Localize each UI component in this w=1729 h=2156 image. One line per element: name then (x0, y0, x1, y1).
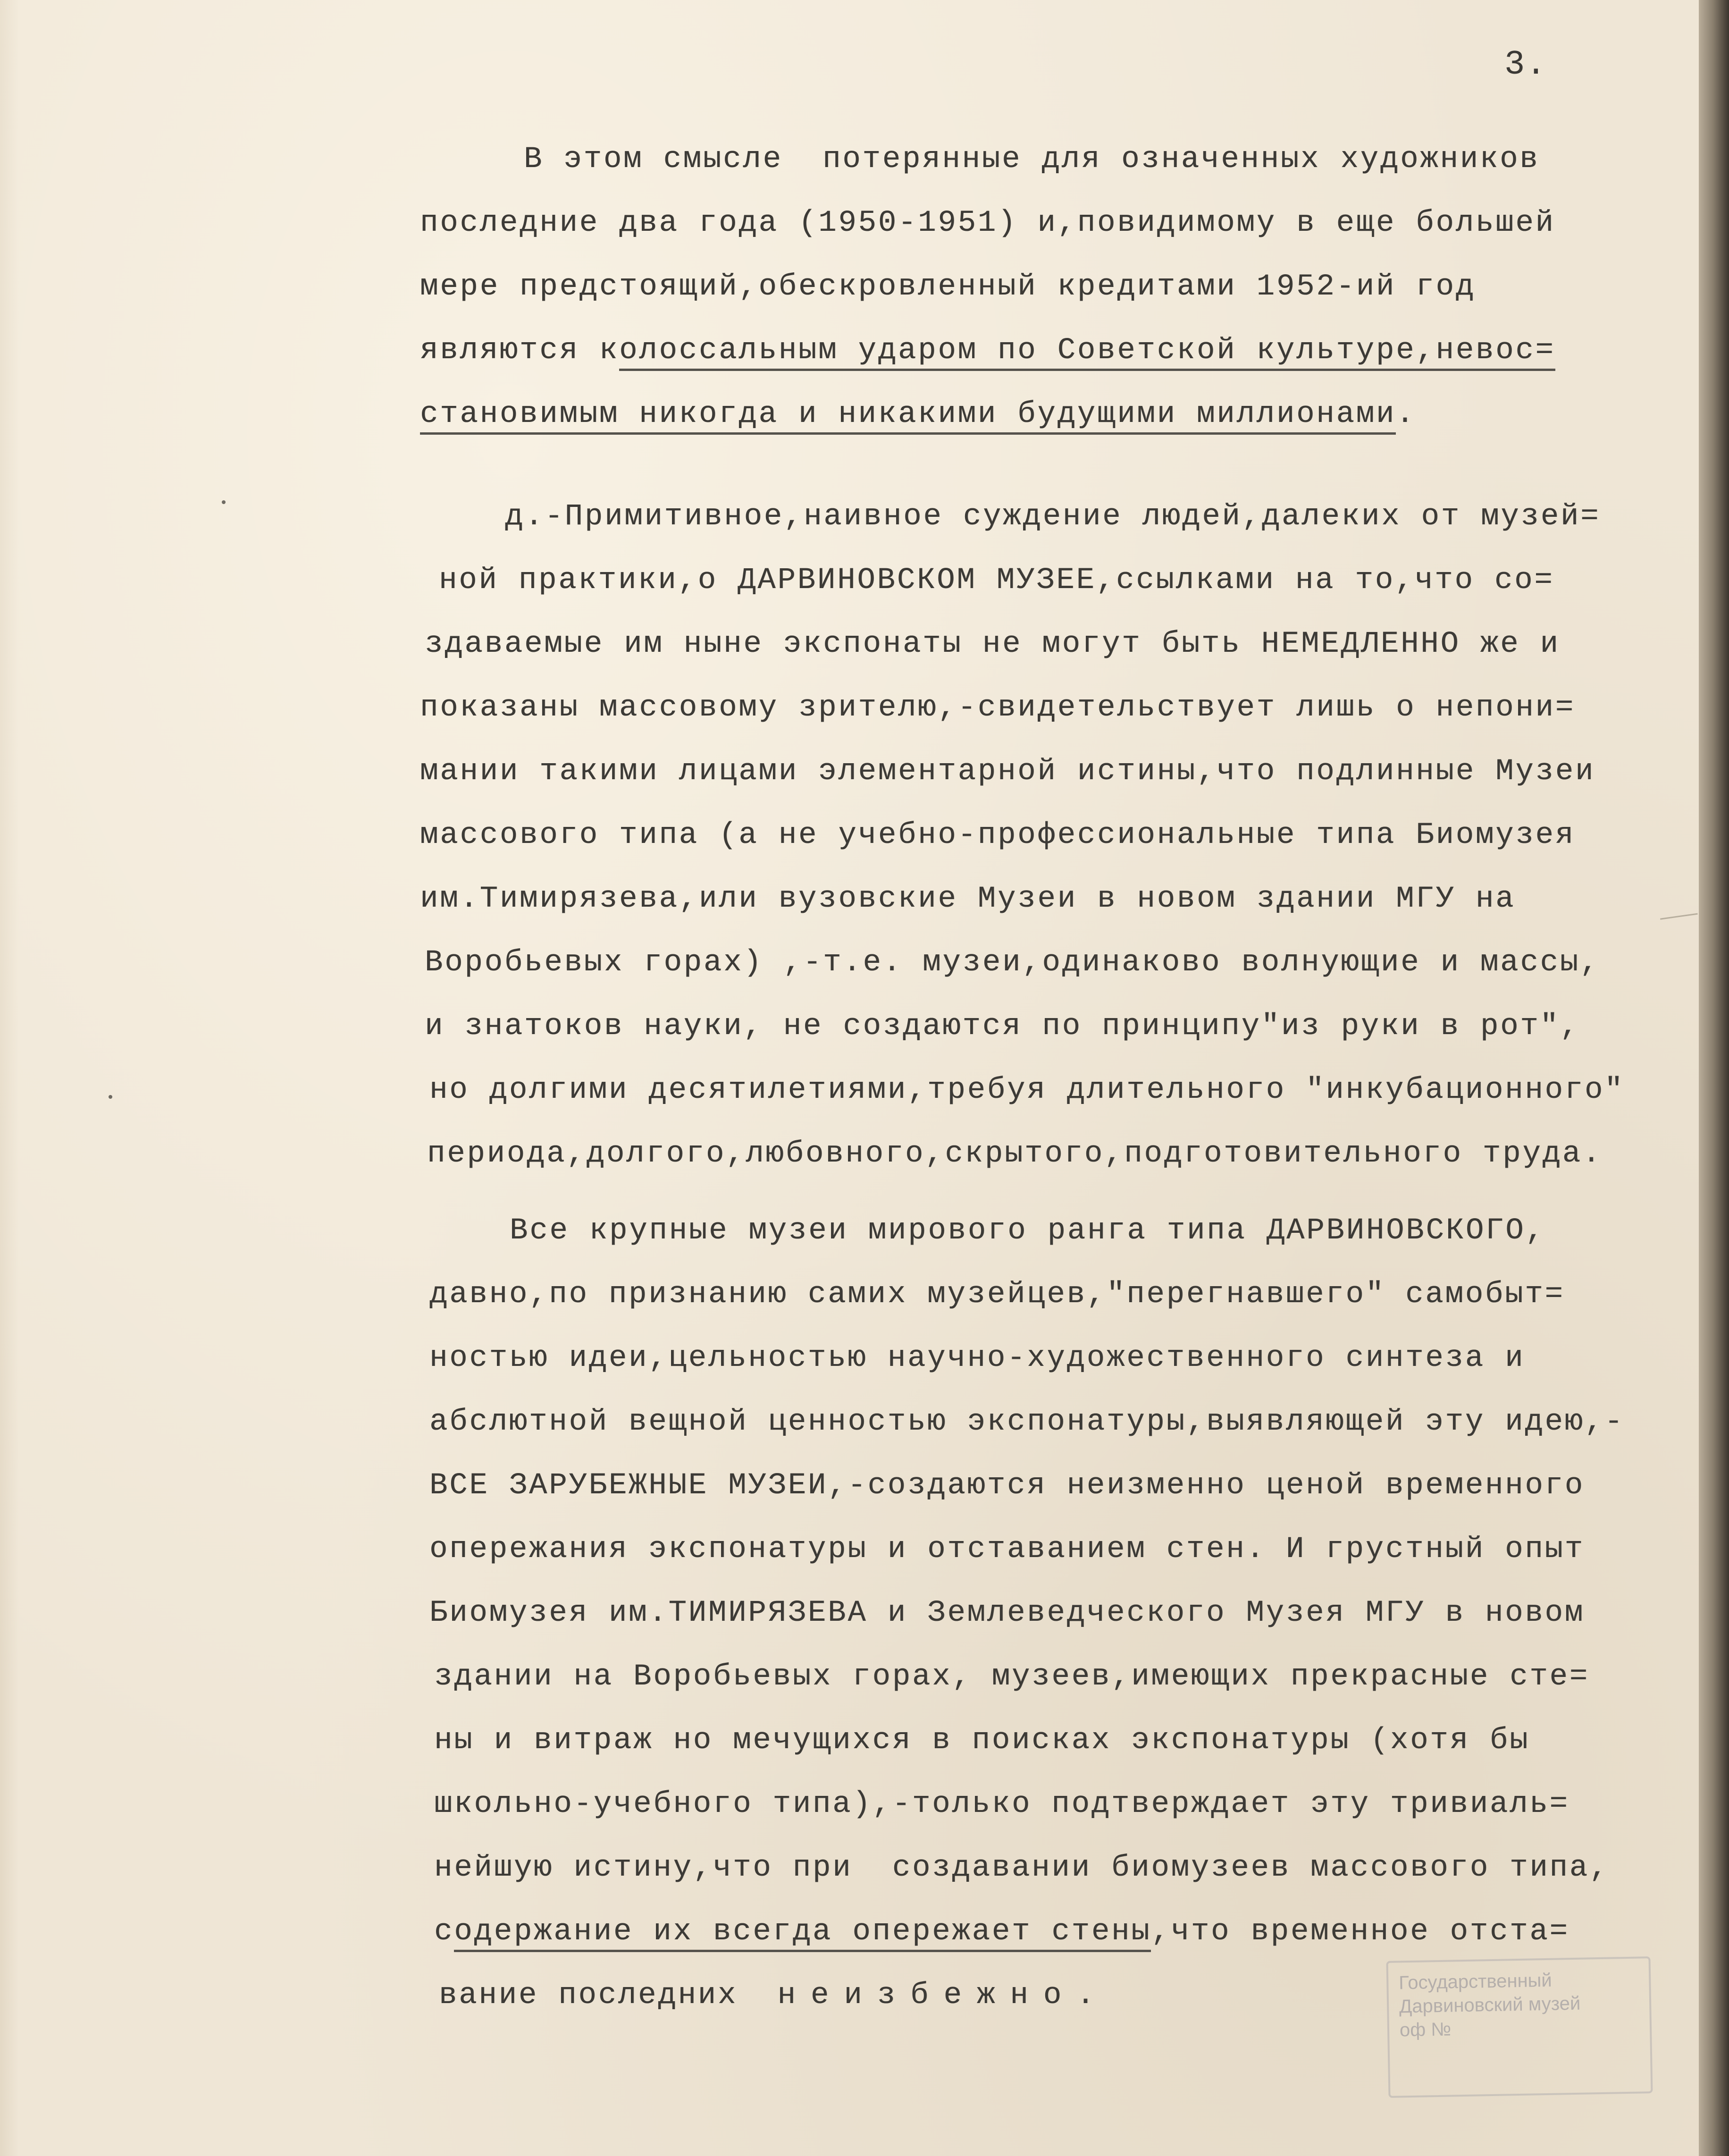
stamp-line: Государственный (1398, 1970, 1553, 1994)
text-line: д.-Примитивное,наивное суждение людей,далеких от музей= (505, 500, 1601, 534)
text-line: ной практики,о ДАРВИНОВСКОМ МУЗЕЕ,ссылками на то,что со= (439, 564, 1554, 598)
text-run: вание последних (439, 1979, 778, 2013)
paper-speck (109, 1095, 112, 1099)
text-line: абслютной вещной ценностью экспонатуры,выявляющей эту идею,- (429, 1405, 1625, 1439)
underlined-text: олоссальным ударом по Советской культуре,невос= (619, 334, 1555, 371)
archive-stamp (1386, 1956, 1653, 2098)
text-line: здании на Воробьевых горах, музеев,имеющих прекрасные сте= (434, 1660, 1589, 1694)
text-line: последние два года (1950-1951) и,повидимому в еще большей (420, 206, 1555, 240)
text-line: Биомузея им.ТИМИРЯЗЕВА и Землеведческого Музея МГУ в новом (429, 1596, 1585, 1630)
text-line: ны и витраж но мечущихся в поисках экспонатуры (хотя бы (434, 1724, 1530, 1758)
stamp-line: оф № (1399, 2019, 1452, 2041)
text-run: с (434, 1915, 454, 1949)
text-line: им.Тимирязева,или вузовские Музеи в новом здании МГУ на (420, 882, 1516, 916)
text-run: ,что временное отста= (1151, 1915, 1570, 1949)
text-line (434, 1913, 1570, 1951)
spaced-emphasis-text: неизбежно (777, 1979, 1077, 2013)
text-line: и знатоков науки, не создаются по принципу"из руки в рот", (425, 1010, 1580, 1044)
text-run: . (1396, 397, 1416, 431)
text-line: В этом смысле потерянные для означенных художников (524, 143, 1540, 177)
text-line: давно,по признанию самих музейцев,"перегнавшего" самобыт= (429, 1278, 1565, 1312)
text-line: ВСЕ ЗАРУБЕЖНЫЕ МУЗЕИ,-создаются неизменно ценой временного (429, 1469, 1585, 1503)
page-number: 3. (1504, 45, 1547, 84)
text-line: ностью идеи,цельностью научно-художественного синтеза и (429, 1341, 1525, 1375)
text-line (420, 332, 1555, 370)
paper-speck (222, 500, 226, 504)
text-line: периода,долгого,любовного,скрытого,подготовительного труда. (427, 1137, 1603, 1171)
text-line: школьно-учебного типа),-только подтверждает эту тривиаль= (434, 1787, 1570, 1821)
text-line (420, 396, 1416, 433)
text-line: мере предстоящий,обескровленный кредитами 1952-ий год (420, 270, 1476, 304)
text-line: массового типа (а не учебно-профессиональные типа Биомузея (420, 818, 1575, 852)
text-line: опережания экспонатуры и отставанием стен. И грустный опыт (429, 1533, 1585, 1566)
text-line: здаваемые им ныне экспонаты не могут быть НЕМЕДЛЕННО же и (425, 627, 1560, 661)
page-edge-shadow (1699, 0, 1729, 2156)
text-run: . (1076, 1979, 1097, 2013)
text-line: Воробьевых горах) ,-т.е. музеи,одинаково волнующие и массы, (425, 946, 1600, 980)
underlined-text: одержание их всегда опережает стены (454, 1915, 1151, 1952)
text-run: являются к (420, 334, 620, 368)
stamp-line: Дарвиновский музей (1399, 1993, 1581, 2017)
underlined-text: становимым никогда и никакими будущими миллионами (420, 397, 1396, 435)
text-line: Все крупные музеи мирового ранга типа ДАРВИНОВСКОГО, (510, 1214, 1545, 1248)
text-line: мании такими лицами элементарной истины,что подлинные Музеи (420, 755, 1595, 789)
text-line (439, 1977, 1096, 2014)
text-line: нейшую истину,что при создавании биомузеев массового типа, (434, 1851, 1610, 1885)
text-line: но долгими десятилетиями,требуя длительного "инкубационного" (429, 1073, 1625, 1107)
text-line: показаны массовому зрителю,-свидетельствует лишь о непони= (420, 691, 1575, 725)
